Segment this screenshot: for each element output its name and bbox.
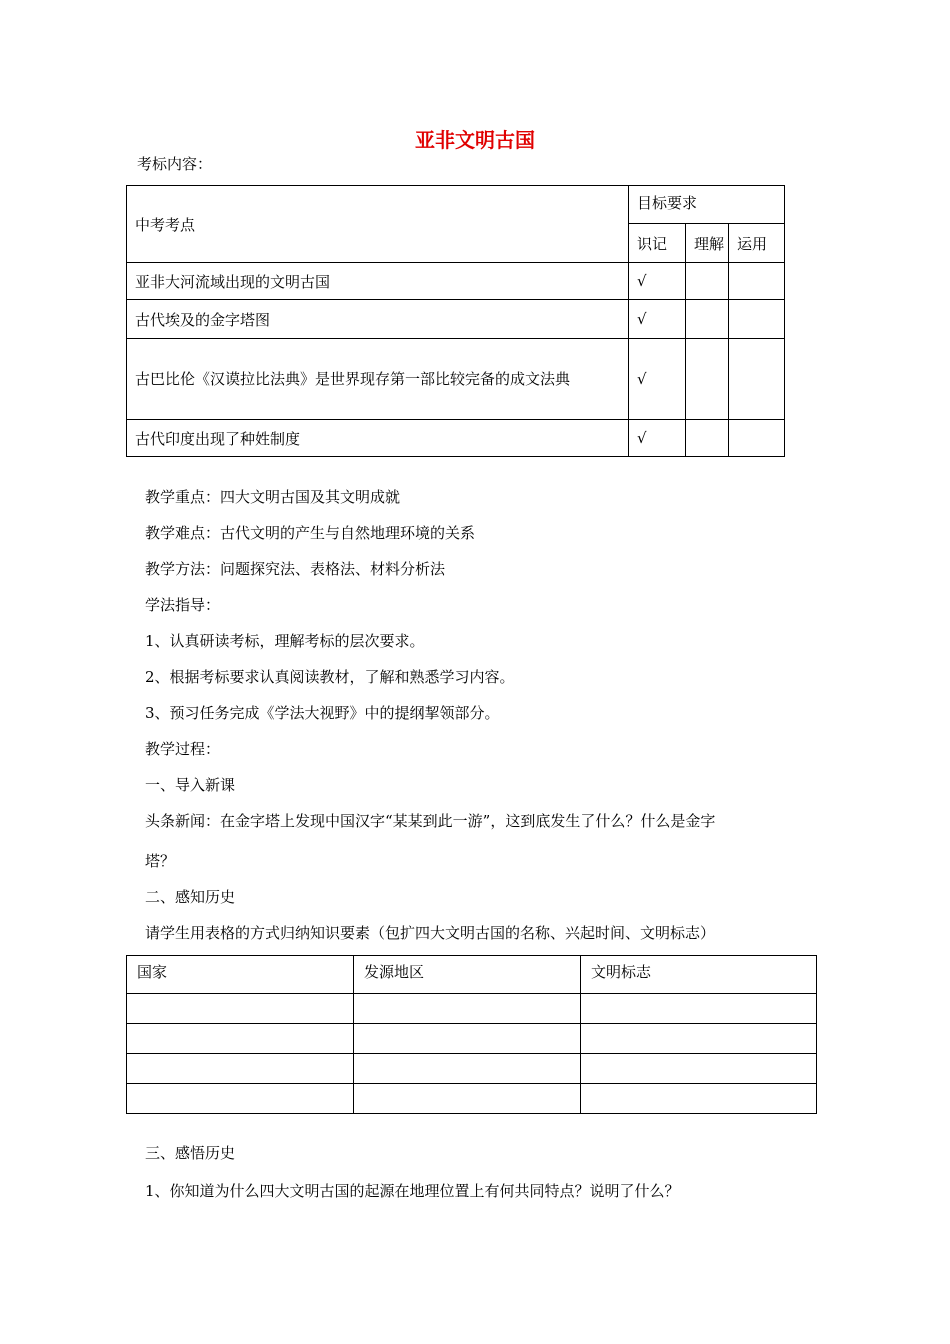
table-row bbox=[127, 300, 785, 339]
empty-cell bbox=[354, 1024, 581, 1054]
table-row bbox=[127, 1024, 817, 1054]
check-mark: √ bbox=[629, 300, 686, 339]
teaching-difficulty: 教学难点：古代文明的产生与自然地理环境的关系 bbox=[145, 524, 476, 542]
empty-cell bbox=[127, 1084, 354, 1114]
study-guide-item: 3、预习任务完成《学法大视野》中的提纲挈领部分。 bbox=[145, 704, 500, 722]
study-guide-label: 学法指导： bbox=[145, 596, 221, 614]
exam-points-table bbox=[126, 185, 785, 457]
exam-point-cell: 古代埃及的金字塔图 bbox=[127, 300, 629, 339]
table-row bbox=[127, 420, 785, 457]
mark-cell bbox=[686, 263, 729, 300]
check-mark: √ bbox=[629, 339, 686, 420]
header-civilization-mark: 文明标志 bbox=[581, 956, 817, 994]
empty-cell bbox=[127, 994, 354, 1024]
header-goal: 目标要求 bbox=[629, 186, 785, 224]
mark-cell bbox=[729, 263, 785, 300]
teaching-process-label: 教学过程： bbox=[145, 740, 221, 758]
empty-cell bbox=[354, 1084, 581, 1114]
instruction-text: 请学生用表格的方式归纳知识要素（包扩四大文明古国的名称、兴起时间、文明标志） bbox=[145, 924, 716, 942]
kaobiao-label: 考标内容： bbox=[137, 155, 213, 173]
table-row bbox=[127, 994, 817, 1024]
mark-cell bbox=[729, 339, 785, 420]
mark-cell bbox=[686, 300, 729, 339]
subheader-apply: 运用 bbox=[729, 224, 785, 263]
empty-cell bbox=[581, 1084, 817, 1114]
section-heading: 一、导入新课 bbox=[145, 776, 236, 794]
section-heading: 三、感悟历史 bbox=[145, 1144, 236, 1162]
empty-cell bbox=[581, 994, 817, 1024]
document-title: 亚非文明古国 bbox=[415, 128, 535, 152]
check-mark: √ bbox=[629, 263, 686, 300]
exam-point-cell: 亚非大河流域出现的文明古国 bbox=[127, 263, 629, 300]
table-header-row bbox=[127, 956, 817, 994]
table-row bbox=[127, 339, 785, 420]
mark-cell bbox=[729, 420, 785, 457]
subheader-memorize: 识记 bbox=[629, 224, 686, 263]
check-mark: √ bbox=[629, 420, 686, 457]
empty-cell bbox=[127, 1024, 354, 1054]
study-guide-item: 2、根据考标要求认真阅读教材，了解和熟悉学习内容。 bbox=[145, 668, 515, 686]
mark-cell bbox=[686, 339, 729, 420]
teaching-focus: 教学重点：四大文明古国及其文明成就 bbox=[145, 488, 401, 506]
empty-cell bbox=[354, 994, 581, 1024]
empty-cell bbox=[354, 1054, 581, 1084]
empty-cell bbox=[581, 1054, 817, 1084]
header-origin-region: 发源地区 bbox=[354, 956, 581, 994]
table-row bbox=[127, 1054, 817, 1084]
section-heading: 二、感知历史 bbox=[145, 888, 236, 906]
mark-cell bbox=[686, 420, 729, 457]
header-exam-point: 中考考点 bbox=[127, 186, 629, 263]
empty-cell bbox=[127, 1054, 354, 1084]
empty-cell bbox=[581, 1024, 817, 1054]
mark-cell bbox=[729, 300, 785, 339]
subheader-understand: 理解 bbox=[686, 224, 729, 263]
teaching-method: 教学方法：问题探究法、表格法、材料分析法 bbox=[145, 560, 446, 578]
study-guide-item: 1、认真研读考标，理解考标的层次要求。 bbox=[145, 632, 425, 650]
question-text: 1、你知道为什么四大文明古国的起源在地理位置上有何共同特点？说明了什么？ bbox=[145, 1182, 680, 1200]
header-country: 国家 bbox=[127, 956, 354, 994]
table-row bbox=[127, 1084, 817, 1114]
exam-point-cell: 古代印度出现了种姓制度 bbox=[127, 420, 629, 457]
table-row bbox=[127, 263, 785, 300]
news-paragraph-line: 塔？ bbox=[145, 852, 176, 870]
exam-point-cell: 古巴比伦《汉谟拉比法典》是世界现存第一部比较完备的成文法典 bbox=[127, 339, 629, 420]
news-paragraph-line: 头条新闻：在金字塔上发现中国汉字“某某到此一游”，这到底发生了什么？什么是金字 bbox=[145, 812, 716, 830]
civilizations-table bbox=[126, 955, 817, 1114]
